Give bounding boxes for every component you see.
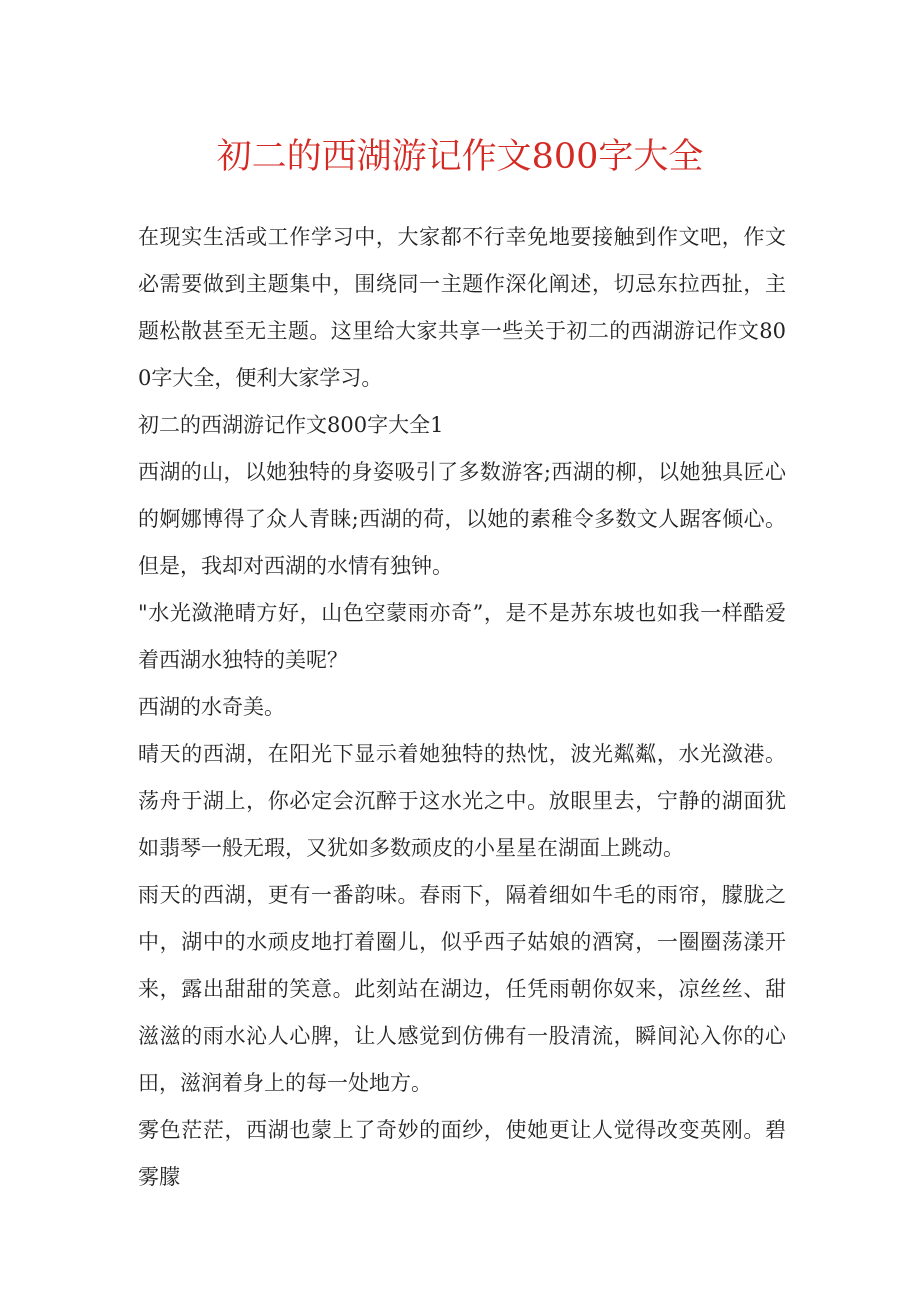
paragraph-foggy-lake: 雾色茫茫，西湖也蒙上了奇妙的面纱，使她更让人觉得改变英刚。碧雾朦 — [138, 1118, 786, 1189]
paragraph-mountain-willow-lotus: 西湖的山，以她独特的身姿吸引了多数游客;西湖的柳，以她独具匠心的婀娜博得了众人青睐;西湖的荷，以她的素稚令多数文人踞客倾心。但是，我却对西湖的水情有独钟。 — [138, 460, 786, 578]
document-title: 初二的西湖游记作文800字大全 — [216, 137, 704, 177]
paragraph-water-beauty: 西湖的水奇美。 — [138, 695, 285, 719]
document-body — [138, 214, 786, 1201]
section-heading-1: 初二的西湖游记作文800字大全1 — [138, 413, 444, 437]
paragraph-poem-quote: "水光潋滟晴方好，山色空蒙雨亦奇”，是不是苏东坡也如我一样酷爱着西湖水独特的美呢？ — [138, 601, 786, 672]
paragraph-rainy-lake: 雨天的西湖，更有一番韵味。春雨下，隔着细如牛毛的雨帘，朦胧之中，湖中的水顽皮地打着圈儿，似乎西子姑娘的酒窝，一圈圈荡漾开来，露出甜甜的笑意。此刻站在湖边，任凭雨朝你奴来，凉丝丝、甜滋滋的雨水沁人心脾，让人感觉到仿佛有一股清流，瞬间沁入你的心田，滋润着身上的每一处地方。 — [138, 883, 786, 1095]
paragraph-intro: 在现实生活或工作学习中，大家都不行幸免地要接触到作文吧，作文必需要做到主题集中，围绕同一主题作深化阐述，切忌东拉西扯，主题松散甚至无主题。这里给大家共享一些关于初二的西湖游记作文800字大全，便利大家学习。 — [138, 225, 786, 390]
paragraph-sunny-lake: 晴天的西湖，在阳光下显示着她独特的热忱，波光粼粼，水光潋港。荡舟于湖上，你必定会沉醉于这水光之中。放眼里去，宁静的湖面犹如翡琴一般无瑕，又犹如多数顽皮的小星星在湖面上跳动。 — [138, 742, 786, 860]
